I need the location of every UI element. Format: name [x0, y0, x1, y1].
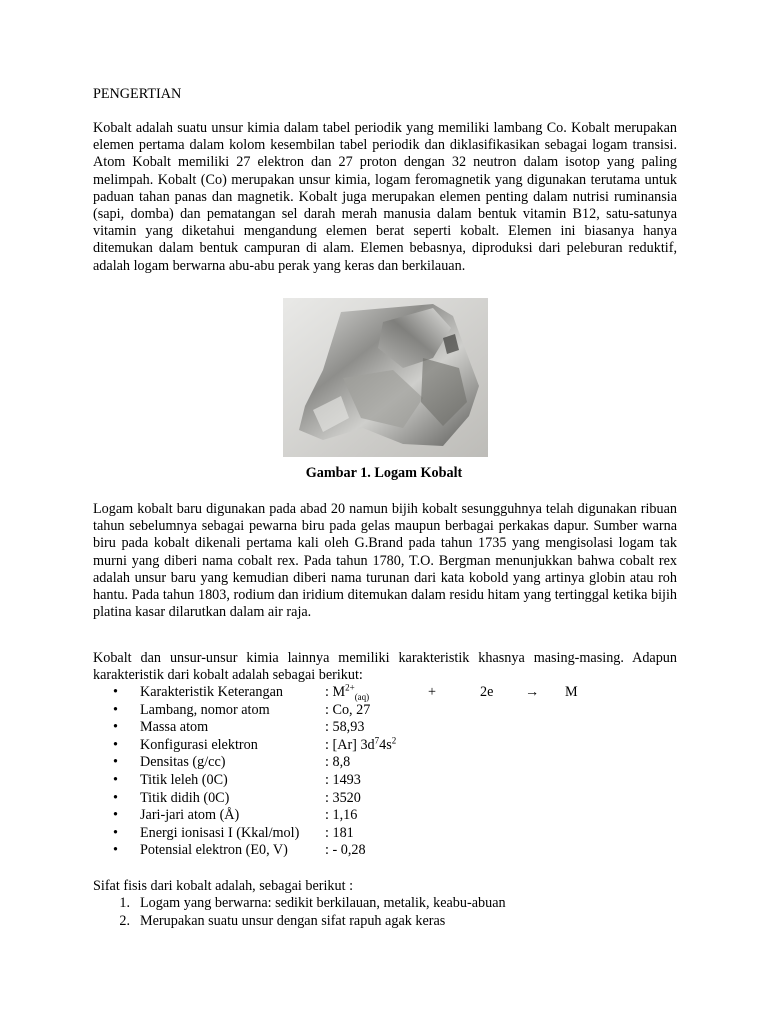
reaction-equation: : $M^{2+}_{(aq)}$ + 2e → M: [325, 682, 578, 702]
characteristics-list: [93, 684, 693, 860]
characteristics-intro: Kobalt dan unsur-unsur kimia lainnya memiliki karakteristik khasnya masing-masing. Adapun karakteristik dari kobalt adalah sebagai berikut:: [93, 650, 677, 684]
cobalt-metal-image: [283, 298, 488, 457]
list-item: [93, 913, 506, 931]
item-number: 1.: [119, 895, 130, 911]
list-item: • Densitas (g/cc) : 8,8: [113, 754, 351, 771]
list-item: • Massa atom : 58,93: [113, 719, 365, 736]
list-item: • Jari-jari atom (Å) : 1,16: [113, 807, 358, 824]
item-label: Karakteristik Keterangan: [140, 684, 283, 700]
list-item: • Titik didih (0C) : 3520: [113, 789, 361, 806]
figure-caption: Gambar 1. Logam Kobalt: [305, 465, 463, 481]
list-item: • Titik leleh (0C) : 1493: [113, 771, 361, 788]
bullet: •: [113, 684, 118, 700]
arrow-icon: →: [525, 684, 540, 700]
history-paragraph: Logam kobalt baru digunakan pada abad 20 namun bijih kobalt sesungguhnya telah digunakan ribuan tahun sebelumnya sebagai pewarna biru pada gelas maupun berbagai perkakas dapur. Sumber warna biru pada kobalt dikenali pertama kali oleh G.Brand pada tahun 1735 yang mengisolasi logam tak murni yang diberi nama cobalt rex. Pada tahun 1780, T.O. Bergman menunjukkan bahwa cobalt rex adalah unsur baru yang kemudian diberi nama turunan dari kata kobold yang artinya globin atau roh hantu. Pada tahun 1803, rodium dan iridium ditemukan dalam residu hitam yang tertinggal ketika bijih platina kasar dilarutkan dalam air raja.: [93, 501, 677, 621]
item-text: Merupakan suatu unsur dengan sifat rapuh agak keras: [140, 912, 446, 929]
section-heading: PENGERTIAN: [93, 86, 182, 102]
list-item: [93, 684, 693, 702]
list-item: • Potensial elektron (E0, V) : - 0,28: [113, 842, 366, 859]
list-item: • Energi ionisasi I (Kkal/mol) : 181: [113, 824, 354, 841]
item-number: 2.: [119, 912, 130, 929]
item-text: Logam yang berwarna: sedikit berkilauan, metalik, keabu-abuan: [140, 895, 506, 911]
list-item: [93, 895, 506, 913]
physical-properties-intro: Sifat fisis dari kobalt adalah, sebagai berikut :: [93, 878, 354, 894]
intro-paragraph: Kobalt adalah suatu unsur kimia dalam tabel periodik yang memiliki lambang Co. Kobalt merupakan elemen pertama dalam kolom kesembilan tabel periodik dan diklasifikasikan sebagai logam transisi. Atom Kobalt memiliki 27 elektron dan 27 proton dengan 32 neutron dalam isotop yang paling melimpah. Kobalt (Co) merupakan unsur kimia, logam feromagnetik yang digunakan terutama untuk paduan tahan panas dan magnetik. Kobalt juga merupakan elemen penting dalam nutrisi ruminansia (sapi, domba) dan pematangan sel darah merah manusia dalam bentuk vitamin B12, satu-satunya vitamin yang diketahui mengandung elemen berat seperti kobalt. Elemen ini biasanya hanya ditemukan dalam bentuk campuran di alam. Elemen bebasnya, diproduksi dari peleburan reduktif, adalah logam berwarna abu-abu perak yang keras dan berkilauan.: [93, 120, 677, 274]
list-item: • Konfigurasi elektron : [Ar] $3d^74s^2$: [113, 735, 397, 753]
list-item: • Lambang, nomor atom : Co, 27: [113, 701, 371, 718]
physical-properties-list: [93, 895, 506, 930]
